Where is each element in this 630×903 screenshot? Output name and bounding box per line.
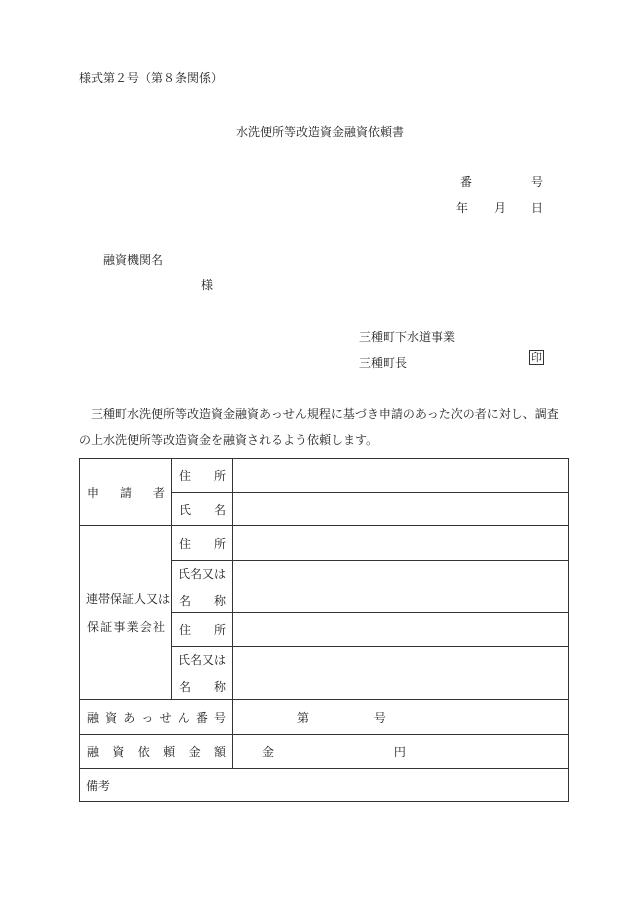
label-char: 融 bbox=[87, 745, 100, 759]
date-month-label: 月 bbox=[494, 201, 507, 215]
label-char: 称 bbox=[213, 593, 226, 608]
document-title: 水洗便所等改造資金融資依頼書 bbox=[236, 125, 405, 139]
loan-amount-label bbox=[80, 743, 232, 760]
label-char: 保 bbox=[87, 620, 100, 634]
sama-label: 様 bbox=[201, 278, 214, 292]
label-char: 所 bbox=[213, 536, 226, 551]
loan-amount-field[interactable] bbox=[233, 735, 569, 769]
guarantor-address-label-cell-2 bbox=[172, 613, 233, 647]
loan-number-row bbox=[80, 700, 569, 735]
remarks-row bbox=[80, 769, 569, 802]
guarantor-address-field-1[interactable] bbox=[233, 526, 569, 561]
loan-number-label-cell bbox=[80, 700, 233, 735]
label-char: 資 bbox=[112, 745, 125, 759]
label-char: 所 bbox=[213, 623, 226, 637]
applicant-name-field[interactable] bbox=[233, 493, 569, 526]
label-char: 住 bbox=[179, 623, 192, 637]
loan-number-label bbox=[80, 709, 232, 726]
guarantor-name-label-line2 bbox=[172, 678, 232, 695]
loan-amount-kin: 金 bbox=[262, 745, 275, 759]
date-day-label: 日 bbox=[531, 201, 544, 215]
label-char: 番 bbox=[195, 710, 208, 725]
applicant-label-char: 申 bbox=[87, 485, 100, 500]
applicant-address-label-cell bbox=[172, 459, 233, 493]
label-char: 会 bbox=[139, 620, 152, 634]
label-char: 資 bbox=[105, 710, 118, 725]
sender-mayor: 三種町長 bbox=[359, 356, 408, 370]
guarantor-name-label-line1: 氏名又は bbox=[178, 566, 227, 581]
guarantor-label-cell bbox=[80, 526, 172, 700]
label-char: 住 bbox=[179, 469, 192, 483]
guarantor-name-label-cell-2 bbox=[172, 647, 233, 700]
remarks-label: 備考 bbox=[86, 778, 111, 793]
label-char: あ bbox=[123, 710, 136, 725]
label-char: 証 bbox=[100, 620, 113, 634]
loan-amount-yen: 円 bbox=[393, 745, 406, 759]
guarantor-address-label bbox=[172, 535, 232, 552]
label-char: せ bbox=[159, 710, 172, 725]
label-char: 住 bbox=[179, 536, 192, 551]
label-char: ん bbox=[177, 710, 190, 725]
label-char: 号 bbox=[213, 710, 226, 725]
loan-amount-label-cell bbox=[80, 735, 233, 769]
guarantor-name-label-line2 bbox=[172, 592, 232, 609]
guarantor-address-label-cell-1 bbox=[172, 526, 233, 561]
application-table bbox=[79, 458, 569, 802]
label-char: 金 bbox=[188, 745, 201, 759]
sender-business: 三種町下水道事業 bbox=[359, 330, 456, 344]
guarantor-address-label bbox=[172, 621, 232, 638]
guarantor-label-line1: 連帯保証人又は bbox=[86, 592, 171, 606]
label-char: 氏 bbox=[179, 502, 192, 517]
label-char: 融 bbox=[87, 710, 100, 725]
body-line-2: の上水洗便所等改造資金を融資されるよう依頼します。 bbox=[79, 433, 379, 447]
applicant-label-char: 請 bbox=[119, 485, 132, 500]
label-char: っ bbox=[141, 710, 154, 725]
guarantor-name-field-2[interactable] bbox=[233, 647, 569, 700]
applicant-label bbox=[80, 484, 171, 501]
guarantor-name-field-1[interactable] bbox=[233, 561, 569, 613]
loan-number-field[interactable] bbox=[233, 700, 569, 735]
applicant-name-label-cell bbox=[172, 493, 233, 526]
loan-number-dai: 第 bbox=[297, 710, 310, 725]
remarks-field[interactable] bbox=[80, 769, 569, 802]
date-year-label: 年 bbox=[456, 201, 469, 215]
label-char: 社 bbox=[152, 620, 165, 634]
label-char: 名 bbox=[213, 502, 226, 517]
form-number: 様式第２号（第８条関係） bbox=[79, 71, 224, 85]
label-char: 事 bbox=[113, 620, 126, 634]
number-ban-label: 番 bbox=[460, 175, 473, 189]
guarantor-name-label-cell-1 bbox=[172, 561, 233, 613]
applicant-name-label bbox=[172, 501, 232, 518]
applicant-address-row bbox=[80, 459, 569, 493]
body-line-1: 三種町水洗便所等改造資金融資あっせん規程に基づき申請のあった次の者に対し、調査 bbox=[91, 407, 559, 421]
loan-amount-row bbox=[80, 735, 569, 769]
label-char: 依 bbox=[137, 745, 150, 759]
applicant-address-field[interactable] bbox=[233, 459, 569, 493]
loan-number-go: 号 bbox=[373, 710, 386, 725]
applicant-label-cell bbox=[80, 459, 172, 526]
institution-label: 融資機関名 bbox=[103, 253, 164, 267]
seal-mark: 印 bbox=[531, 351, 542, 364]
number-go-label: 号 bbox=[531, 175, 544, 189]
applicant-address-label bbox=[172, 467, 232, 484]
guarantor-label-line2 bbox=[80, 618, 171, 635]
label-char: 称 bbox=[213, 680, 226, 694]
applicant-label-char: 者 bbox=[152, 485, 165, 500]
label-char: 額 bbox=[213, 745, 226, 759]
label-char: 業 bbox=[126, 620, 139, 634]
label-char: 名 bbox=[179, 593, 192, 608]
label-char: 所 bbox=[213, 469, 226, 483]
guarantor-address-row-1 bbox=[80, 526, 569, 561]
label-char: 名 bbox=[179, 680, 192, 694]
guarantor-name-label-line1: 氏名又は bbox=[178, 653, 227, 667]
guarantor-address-field-2[interactable] bbox=[233, 613, 569, 647]
label-char: 頼 bbox=[163, 745, 176, 759]
